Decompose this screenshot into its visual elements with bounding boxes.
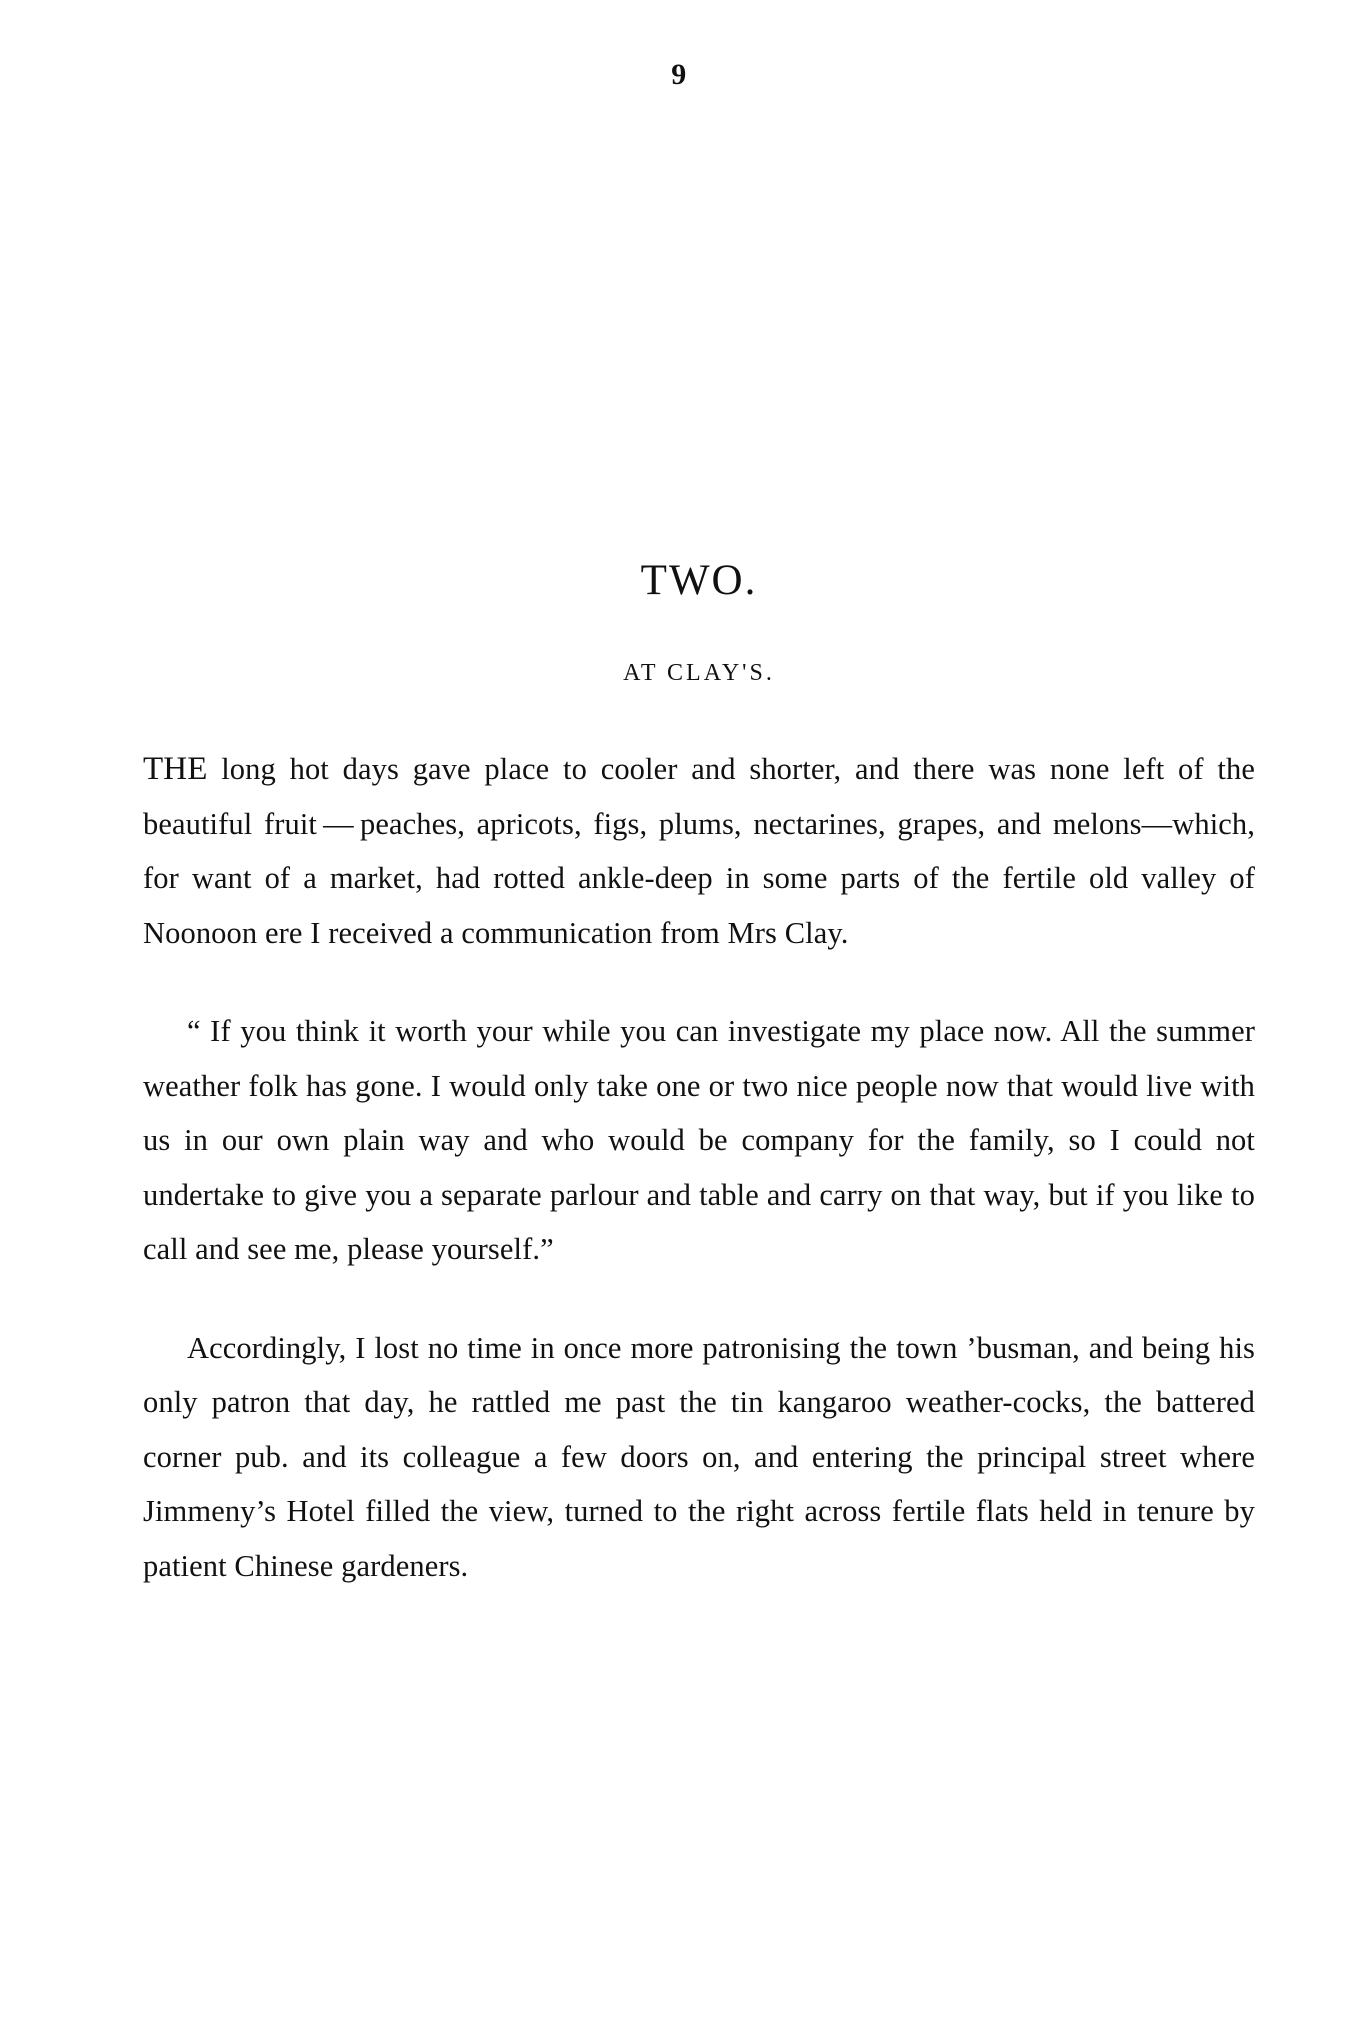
chapter-title: TWO. — [640, 557, 758, 604]
paragraph-2-text: “ If you think it worth your while you can investigate my place now. All the summer weather folk has gone. I would only take one or two nice people now that would live with us in our own plain way and who would be company for the family, so I could not undertake to give you a separate parlour and table and carry on that way, but if you like to call and see me, please yourself.” — [143, 1014, 1255, 1266]
paragraph-3 — [143, 1321, 1255, 1594]
page-content — [143, 0, 1255, 1593]
chapter-subtitle: AT CLAY'S. — [623, 660, 775, 686]
page-number: 9 — [671, 58, 687, 91]
paragraph-1-lead: THE — [143, 751, 208, 787]
paragraph-1 — [143, 742, 1255, 960]
paragraph-2 — [143, 1004, 1255, 1277]
paragraph-3-text: Accordingly, I lost no time in once more patronising the town ’busman, and being his only patron that day, he rattled me past the tin kangaroo weather-cocks, the battered corner pub. and its colleague a few doors on, and entering the principal street where Jimmeny’s Hotel filled the view, turned to the right across fertile flats held in tenure by patient Chinese gardeners. — [143, 1330, 1255, 1583]
paragraph-1-text: long hot days gave place to cooler and shorter, and there was none left of the beautiful fruit — peaches, apricots, figs, plums, nectarines, grapes, and melons—which, for want of a market, had rotted ankle-deep in some parts of the fertile old valley of Noonoon ere I received a communication from Mrs Clay. — [143, 752, 1255, 950]
